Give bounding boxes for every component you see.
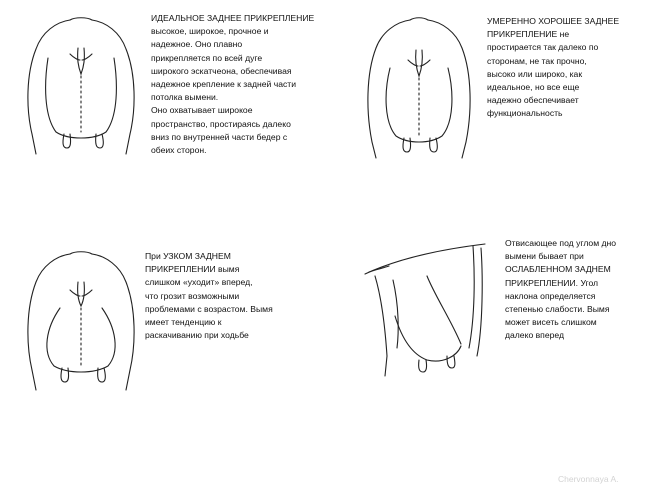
weak-caption — [505, 237, 665, 343]
moderate-udder-illustration — [360, 12, 478, 160]
narrow-heading: УЗКОМ ЗАДНЕМ — [163, 251, 231, 261]
ideal-line: потолка вымени. — [151, 92, 219, 103]
ideal-line: пространство, простираясь далеко — [151, 118, 291, 129]
moderate-heading: УМЕРЕННО ХОРОШЕЕ ЗАДНЕЕ — [487, 16, 620, 26]
weak-line: наклона определяется — [505, 290, 596, 301]
narrow-line: имеет тенденцию к — [145, 317, 222, 328]
ideal-line: вниз по внутренней части бедер с — [151, 131, 288, 142]
weak-line: Отвисающее под углом дно — [505, 238, 617, 248]
ideal-line: надежное. Оно плавно — [151, 39, 243, 50]
ideal-line: Оно охватывает широкое — [151, 105, 253, 116]
narrow-line: раскачиванию при ходьбе — [145, 330, 249, 341]
ideal-line: обеих сторон. — [151, 145, 207, 156]
weak-line: далеко вперед — [505, 330, 564, 341]
weak-heading-2: ПРИКРЕПЛЕНИИ — [505, 277, 576, 288]
narrow-caption — [145, 250, 325, 342]
weak-udder-illustration — [355, 236, 487, 380]
moderate-heading-2: ПРИКРЕПЛЕНИЕ — [487, 29, 558, 40]
weak-line: может висеть слишком — [505, 317, 597, 328]
moderate-line: сторонам, не так прочно, — [487, 55, 587, 66]
narrow-line: слишком «уходит» вперед, — [145, 277, 253, 288]
ideal-line: прикрепляется по всей дуге — [151, 52, 263, 63]
narrow-heading-tail: вымя — [215, 264, 240, 275]
narrow-lead: При — [145, 251, 164, 261]
ideal-line: широкого эскатчеона, обеспечивая — [151, 65, 292, 76]
moderate-caption — [487, 15, 657, 121]
ideal-line: высокое, широкое, прочное и — [151, 26, 269, 37]
weak-heading-tail: . Угол — [575, 277, 599, 288]
narrow-heading-2: ПРИКРЕПЛЕНИИ — [145, 264, 216, 275]
moderate-line: простирается так далеко по — [487, 42, 599, 53]
weak-line: степенью слабости. Вымя — [505, 304, 610, 315]
ideal-heading: ИДЕАЛЬНОЕ ЗАДНЕЕ ПРИКРЕПЛЕНИЕ — [151, 13, 315, 23]
narrow-line: проблемами с возрастом. Вымя — [145, 303, 273, 314]
moderate-line: высоко или широко, как — [487, 68, 583, 79]
ideal-caption — [151, 12, 341, 157]
author-credit: Chervonnaya A. — [558, 474, 619, 484]
ideal-udder-illustration — [22, 14, 140, 156]
weak-heading: ОСЛАБЛЕННОМ ЗАДНЕМ — [505, 264, 611, 275]
moderate-line: надежно обеспечивает — [487, 95, 579, 106]
weak-line: вымени бывает при — [505, 251, 584, 262]
moderate-heading-tail: не — [557, 29, 570, 40]
narrow-line: что грозит возможными — [145, 290, 240, 301]
moderate-line: идеальное, но все еще — [487, 82, 580, 93]
moderate-line: функциональность — [487, 108, 563, 119]
ideal-line: надежное крепление к задней части — [151, 79, 297, 90]
narrow-udder-illustration — [22, 248, 140, 392]
